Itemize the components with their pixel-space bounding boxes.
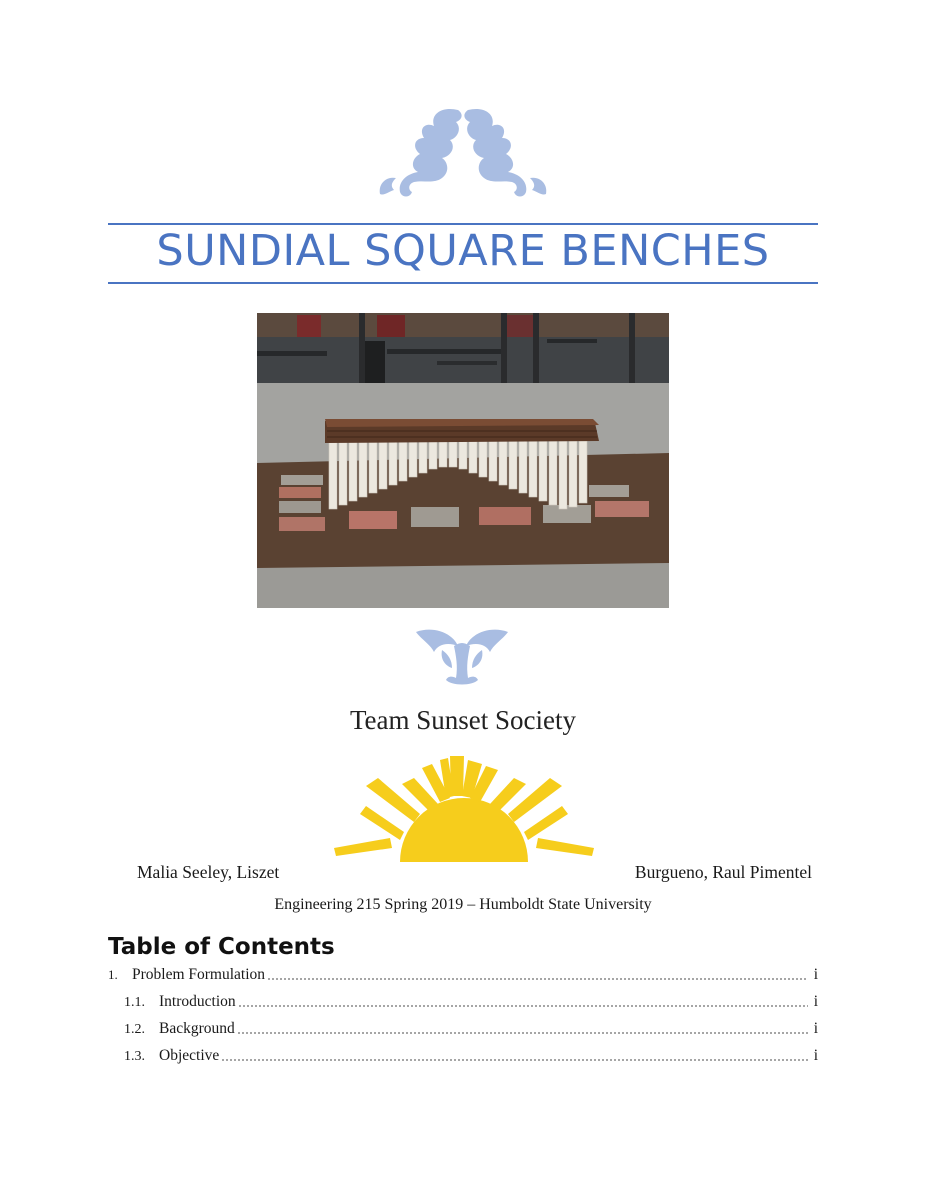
toc-leader-dots	[238, 1004, 808, 1008]
toc-entry-page: i	[813, 993, 818, 1010]
team-name: Team Sunset Society	[349, 705, 577, 735]
sun-logo-icon	[330, 756, 598, 864]
toc-heading: Table of Contents	[108, 934, 335, 960]
course-line: Engineering 215 Spring 2019 – Humboldt State University	[274, 896, 652, 913]
bench-photo	[257, 313, 669, 608]
toc-entry-number: 1.1.	[124, 995, 145, 1010]
toc-entry-number: 1.	[108, 967, 118, 982]
toc-entry-label: Introduction	[159, 993, 236, 1010]
toc-entry-label: Problem Formulation	[132, 966, 266, 983]
toc-entry-background[interactable]	[108, 1018, 818, 1040]
authors-right: Burgueno, Raul Pimentel	[634, 862, 812, 882]
toc-entry-label: Background	[159, 1020, 235, 1037]
ornament-leaf-icon	[412, 626, 512, 688]
toc-entry-number: 1.2.	[124, 1022, 145, 1037]
toc-entry-page: i	[813, 1047, 818, 1064]
toc-entry-number: 1.3.	[124, 1049, 145, 1064]
toc-entry-introduction[interactable]	[108, 991, 818, 1013]
toc-leader-dots	[237, 1031, 808, 1035]
toc-entry-label: Objective	[159, 1047, 220, 1064]
toc-entry-problem-formulation[interactable]	[108, 964, 818, 986]
toc-leader-dots	[267, 977, 808, 981]
title-rule-bottom	[108, 282, 818, 284]
document-title: SUNDIAL SQUARE BENCHES	[156, 226, 770, 276]
authors-left: Malia Seeley, Liszet	[137, 862, 280, 882]
toc-entry-page: i	[813, 1020, 818, 1037]
toc-entry-page: i	[813, 966, 818, 983]
ornament-flourish-icon	[372, 104, 554, 200]
toc-leader-dots	[221, 1058, 808, 1062]
toc-entry-objective[interactable]	[108, 1045, 818, 1067]
